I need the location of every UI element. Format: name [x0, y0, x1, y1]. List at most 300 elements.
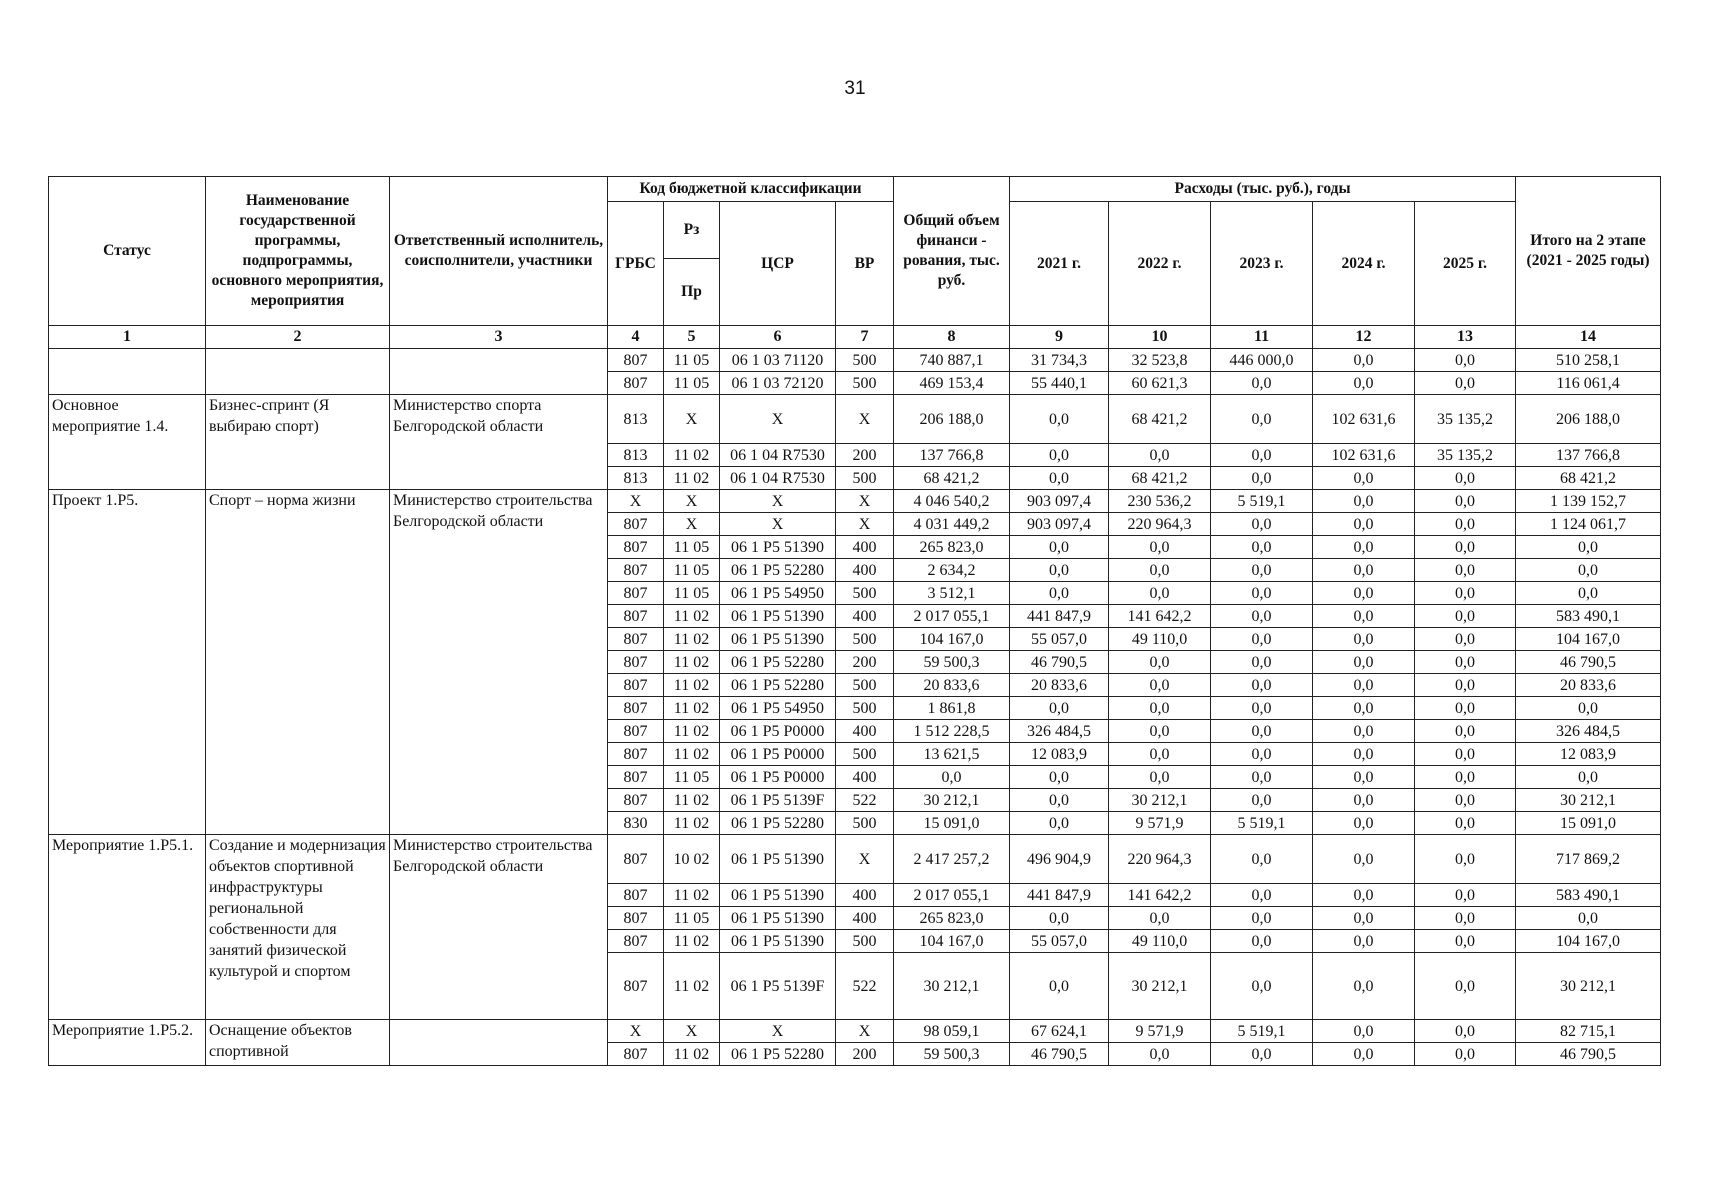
- table-cell: 0,0: [1109, 697, 1211, 720]
- header-csr: ЦСР: [720, 202, 836, 326]
- table-cell: 500: [836, 628, 894, 651]
- table-cell: 1 124 061,7: [1516, 513, 1661, 536]
- table-cell: 0,0: [1109, 674, 1211, 697]
- table-cell: 11 05: [664, 536, 720, 559]
- table-cell: 0,0: [1109, 559, 1211, 582]
- table-cell: 0,0: [1415, 582, 1516, 605]
- table-cell: 0,0: [1415, 720, 1516, 743]
- table-cell: 20 833,6: [894, 674, 1010, 697]
- column-numbers-row: [49, 326, 1661, 349]
- table-cell: 20 833,6: [1010, 674, 1109, 697]
- table-cell: 104 167,0: [1516, 628, 1661, 651]
- table-cell: 206 188,0: [1516, 395, 1661, 444]
- table-cell: Х: [720, 395, 836, 444]
- table-cell: 0,0: [1211, 651, 1313, 674]
- table-cell: 06 1 Р5 Р0000: [720, 743, 836, 766]
- table-cell: 0,0: [1211, 1043, 1313, 1066]
- row-name: Спорт – норма жизни: [206, 490, 390, 835]
- table-cell: 807: [608, 884, 664, 907]
- table-cell: 0,0: [1313, 835, 1415, 884]
- table-cell: 807: [608, 674, 664, 697]
- header-expenses: Расходы (тыс. руб.), годы: [1010, 177, 1516, 202]
- table-cell: Х: [720, 490, 836, 513]
- table-cell: 0,0: [1415, 953, 1516, 1020]
- table-cell: 807: [608, 536, 664, 559]
- table-cell: 0,0: [1516, 907, 1661, 930]
- header-status: Статус: [49, 177, 206, 326]
- row-status: Основное мероприятие 1.4.: [49, 395, 206, 490]
- table-cell: 06 1 Р5 5139F: [720, 953, 836, 1020]
- table-cell: 0,0: [1415, 467, 1516, 490]
- table-cell: 500: [836, 743, 894, 766]
- table-cell: 11 02: [664, 651, 720, 674]
- table-cell: Х: [836, 490, 894, 513]
- table-cell: 32 523,8: [1109, 349, 1211, 372]
- table-cell: 104 167,0: [894, 628, 1010, 651]
- table-cell: 11 05: [664, 349, 720, 372]
- table-row: [49, 395, 1661, 444]
- table-cell: 15 091,0: [894, 812, 1010, 835]
- table-cell: 2 017 055,1: [894, 884, 1010, 907]
- row-name: Создание и модернизация объектов спортивной инфраструктуры региональной собственности для занятий физической культурой и спортом: [206, 835, 390, 1020]
- table-cell: 0,0: [1211, 605, 1313, 628]
- table-cell: 446 000,0: [1211, 349, 1313, 372]
- table-row: [49, 835, 1661, 884]
- table-cell: 0,0: [1211, 697, 1313, 720]
- table-cell: 11 02: [664, 697, 720, 720]
- table-cell: 0,0: [1415, 1020, 1516, 1043]
- table-cell: 807: [608, 766, 664, 789]
- column-number: 6: [720, 326, 836, 349]
- table-cell: 11 02: [664, 953, 720, 1020]
- table-cell: 0,0: [1313, 628, 1415, 651]
- table-cell: 400: [836, 559, 894, 582]
- table-cell: 06 1 Р5 54950: [720, 697, 836, 720]
- table-cell: 11 02: [664, 674, 720, 697]
- table-cell: 0,0: [1313, 651, 1415, 674]
- table-cell: 06 1 04 R7530: [720, 467, 836, 490]
- table-cell: 807: [608, 697, 664, 720]
- table-cell: 0,0: [1313, 1020, 1415, 1043]
- table-cell: 0,0: [1313, 349, 1415, 372]
- row-name: Оснащение объектов спортивной: [206, 1020, 390, 1066]
- table-cell: 0,0: [1415, 1043, 1516, 1066]
- table-cell: 441 847,9: [1010, 884, 1109, 907]
- table-cell: 500: [836, 582, 894, 605]
- column-number: 1: [49, 326, 206, 349]
- table-cell: 55 440,1: [1010, 372, 1109, 395]
- header-year-2021: 2021 г.: [1010, 202, 1109, 326]
- row-responsible: [390, 1020, 608, 1066]
- header-stage-total: Итого на 2 этапе (2021 - 2025 годы): [1516, 177, 1661, 326]
- table-cell: 0,0: [1109, 766, 1211, 789]
- table-cell: 30 212,1: [1109, 953, 1211, 1020]
- table-cell: 400: [836, 907, 894, 930]
- table-cell: 807: [608, 582, 664, 605]
- table-cell: 06 1 Р5 51390: [720, 628, 836, 651]
- header-budget-code: Код бюджетной классификации: [608, 177, 894, 202]
- table-cell: 200: [836, 1043, 894, 1066]
- table-cell: 230 536,2: [1109, 490, 1211, 513]
- table-cell: 104 167,0: [1516, 930, 1661, 953]
- table-cell: 0,0: [1415, 697, 1516, 720]
- table-cell: 06 1 Р5 Р0000: [720, 720, 836, 743]
- table-cell: 11 05: [664, 582, 720, 605]
- table-cell: 0,0: [1010, 467, 1109, 490]
- table-cell: 06 1 Р5 51390: [720, 835, 836, 884]
- table-cell: 807: [608, 628, 664, 651]
- table-cell: 137 766,8: [1516, 444, 1661, 467]
- table-cell: 4 046 540,2: [894, 490, 1010, 513]
- table-cell: 0,0: [1313, 720, 1415, 743]
- table-cell: 0,0: [1010, 766, 1109, 789]
- table-cell: 0,0: [1313, 674, 1415, 697]
- table-cell: 740 887,1: [894, 349, 1010, 372]
- table-cell: 500: [836, 697, 894, 720]
- table-cell: 46 790,5: [1516, 651, 1661, 674]
- table-cell: 5 519,1: [1211, 1020, 1313, 1043]
- table-cell: 0,0: [1211, 582, 1313, 605]
- table-cell: 11 02: [664, 930, 720, 953]
- table-cell: 717 869,2: [1516, 835, 1661, 884]
- table-cell: 0,0: [1313, 372, 1415, 395]
- table-cell: 0,0: [1211, 789, 1313, 812]
- table-cell: 500: [836, 467, 894, 490]
- table-cell: 35 135,2: [1415, 444, 1516, 467]
- table-cell: 9 571,9: [1109, 812, 1211, 835]
- table-cell: 0,0: [1010, 536, 1109, 559]
- table-cell: 807: [608, 743, 664, 766]
- table-cell: 0,0: [1010, 582, 1109, 605]
- table-header: [49, 177, 1661, 349]
- table-cell: Х: [608, 1020, 664, 1043]
- table-cell: 326 484,5: [1516, 720, 1661, 743]
- table-cell: 0,0: [1010, 953, 1109, 1020]
- table-cell: 200: [836, 651, 894, 674]
- table-cell: 903 097,4: [1010, 490, 1109, 513]
- table-cell: Х: [664, 395, 720, 444]
- table-cell: 0,0: [1313, 1043, 1415, 1066]
- table-cell: 0,0: [1211, 743, 1313, 766]
- table-cell: 0,0: [1211, 444, 1313, 467]
- header-grbs: ГРБС: [608, 202, 664, 326]
- header-total-volume: Общий объем финанси - рования, тыс. руб.: [894, 177, 1010, 326]
- table-cell: 30 212,1: [1516, 953, 1661, 1020]
- table-cell: 35 135,2: [1415, 395, 1516, 444]
- table-cell: 102 631,6: [1313, 444, 1415, 467]
- table-cell: 0,0: [1109, 651, 1211, 674]
- table-cell: 06 1 Р5 51390: [720, 930, 836, 953]
- table-cell: 807: [608, 953, 664, 1020]
- budget-table: [48, 176, 1661, 1066]
- table-cell: 5 519,1: [1211, 812, 1313, 835]
- table-cell: 49 110,0: [1109, 930, 1211, 953]
- table-cell: 510 258,1: [1516, 349, 1661, 372]
- table-cell: 1 861,8: [894, 697, 1010, 720]
- table-cell: 496 904,9: [1010, 835, 1109, 884]
- table-cell: 0,0: [1313, 559, 1415, 582]
- row-status: [49, 349, 206, 395]
- table-cell: 11 05: [664, 907, 720, 930]
- column-number: 13: [1415, 326, 1516, 349]
- column-number: 11: [1211, 326, 1313, 349]
- table-cell: 0,0: [1211, 835, 1313, 884]
- row-responsible: Министерство строительства Белгородской области: [390, 490, 608, 835]
- table-cell: 0,0: [1415, 812, 1516, 835]
- table-cell: 500: [836, 349, 894, 372]
- table-cell: 0,0: [1109, 743, 1211, 766]
- table-cell: 807: [608, 907, 664, 930]
- table-cell: 0,0: [1313, 884, 1415, 907]
- table-cell: 116 061,4: [1516, 372, 1661, 395]
- table-cell: 06 1 Р5 51390: [720, 605, 836, 628]
- table-cell: 10 02: [664, 835, 720, 884]
- table-cell: 830: [608, 812, 664, 835]
- table-cell: 0,0: [1516, 697, 1661, 720]
- page-number: 31: [844, 78, 866, 99]
- column-number: 9: [1010, 326, 1109, 349]
- table-cell: 11 02: [664, 789, 720, 812]
- table-cell: 15 091,0: [1516, 812, 1661, 835]
- table-cell: 903 097,4: [1010, 513, 1109, 536]
- table-cell: 0,0: [1313, 930, 1415, 953]
- table-cell: 0,0: [1313, 513, 1415, 536]
- table-cell: 11 02: [664, 812, 720, 835]
- table-cell: 500: [836, 930, 894, 953]
- table-cell: 30 212,1: [894, 953, 1010, 1020]
- table-cell: Х: [664, 513, 720, 536]
- table-cell: Х: [664, 490, 720, 513]
- table-cell: 11 02: [664, 605, 720, 628]
- table-cell: 2 017 055,1: [894, 605, 1010, 628]
- table-cell: 326 484,5: [1010, 720, 1109, 743]
- table-cell: 807: [608, 349, 664, 372]
- table-cell: 46 790,5: [1010, 1043, 1109, 1066]
- header-responsible: Ответственный исполнитель, соисполнители, участники: [390, 177, 608, 326]
- table-cell: 0,0: [1415, 930, 1516, 953]
- header-year-2023: 2023 г.: [1211, 202, 1313, 326]
- table-cell: 30 212,1: [1109, 789, 1211, 812]
- table-cell: 0,0: [1010, 812, 1109, 835]
- table-cell: 0,0: [1109, 444, 1211, 467]
- table-cell: 0,0: [1415, 743, 1516, 766]
- table-cell: 0,0: [1415, 536, 1516, 559]
- table-cell: 11 02: [664, 720, 720, 743]
- table-cell: 0,0: [1010, 789, 1109, 812]
- table-cell: 807: [608, 513, 664, 536]
- table-cell: 265 823,0: [894, 536, 1010, 559]
- table-cell: 0,0: [1010, 559, 1109, 582]
- column-number: 12: [1313, 326, 1415, 349]
- table-cell: 4 031 449,2: [894, 513, 1010, 536]
- table-cell: 0,0: [1109, 536, 1211, 559]
- table-cell: 0,0: [1109, 907, 1211, 930]
- table-cell: 0,0: [1415, 628, 1516, 651]
- table-cell: 11 05: [664, 766, 720, 789]
- table-cell: 0,0: [1415, 907, 1516, 930]
- table-cell: 0,0: [1415, 835, 1516, 884]
- table-cell: 06 1 Р5 52280: [720, 559, 836, 582]
- table-cell: 807: [608, 720, 664, 743]
- table-row: [49, 1020, 1661, 1043]
- table-cell: 807: [608, 605, 664, 628]
- table-cell: 60 621,3: [1109, 372, 1211, 395]
- table-cell: Х: [836, 835, 894, 884]
- table-cell: 11 02: [664, 628, 720, 651]
- table-cell: 400: [836, 605, 894, 628]
- table-cell: 2 634,2: [894, 559, 1010, 582]
- header-vr: ВР: [836, 202, 894, 326]
- table-cell: 813: [608, 467, 664, 490]
- table-cell: 06 1 Р5 52280: [720, 651, 836, 674]
- table-cell: 220 964,3: [1109, 835, 1211, 884]
- table-cell: 441 847,9: [1010, 605, 1109, 628]
- table-cell: 0,0: [1415, 884, 1516, 907]
- table-cell: 0,0: [1415, 559, 1516, 582]
- table-cell: 0,0: [1313, 536, 1415, 559]
- table-cell: 0,0: [1211, 953, 1313, 1020]
- table-cell: 0,0: [894, 766, 1010, 789]
- header-name: Наименование государственной программы, подпрограммы, основного мероприятия, мероприятия: [206, 177, 390, 326]
- header-rz: Рз: [664, 202, 720, 259]
- table-cell: 68 421,2: [894, 467, 1010, 490]
- table-cell: 06 1 Р5 52280: [720, 1043, 836, 1066]
- table-cell: 0,0: [1516, 536, 1661, 559]
- table-cell: 1 512 228,5: [894, 720, 1010, 743]
- table-cell: 31 734,3: [1010, 349, 1109, 372]
- header-year-2022: 2022 г.: [1109, 202, 1211, 326]
- table-cell: 11 05: [664, 372, 720, 395]
- column-number: 10: [1109, 326, 1211, 349]
- row-status: Мероприятие 1.Р5.2.: [49, 1020, 206, 1066]
- table-cell: 06 1 Р5 5139F: [720, 789, 836, 812]
- table-cell: 137 766,8: [894, 444, 1010, 467]
- table-cell: 59 500,3: [894, 1043, 1010, 1066]
- table-cell: 0,0: [1415, 674, 1516, 697]
- row-responsible: Министерство строительства Белгородской области: [390, 835, 608, 1020]
- table-cell: 0,0: [1211, 720, 1313, 743]
- table-cell: 469 153,4: [894, 372, 1010, 395]
- header-year-2024: 2024 г.: [1313, 202, 1415, 326]
- column-number: 4: [608, 326, 664, 349]
- table-cell: 11 02: [664, 444, 720, 467]
- table-cell: 0,0: [1313, 582, 1415, 605]
- table-cell: Х: [720, 513, 836, 536]
- table-cell: 0,0: [1211, 559, 1313, 582]
- table-cell: 0,0: [1415, 490, 1516, 513]
- table-cell: 0,0: [1010, 395, 1109, 444]
- table-cell: 807: [608, 930, 664, 953]
- table-cell: 807: [608, 559, 664, 582]
- table-cell: 0,0: [1313, 467, 1415, 490]
- table-cell: 522: [836, 953, 894, 1020]
- table-cell: 0,0: [1415, 651, 1516, 674]
- table-cell: 400: [836, 536, 894, 559]
- table-cell: 141 642,2: [1109, 884, 1211, 907]
- table-cell: 0,0: [1313, 789, 1415, 812]
- table-cell: 0,0: [1211, 372, 1313, 395]
- table-cell: 0,0: [1211, 884, 1313, 907]
- table-cell: 0,0: [1211, 674, 1313, 697]
- table-cell: 46 790,5: [1516, 1043, 1661, 1066]
- table-cell: 0,0: [1211, 513, 1313, 536]
- table-cell: 68 421,2: [1516, 467, 1661, 490]
- table-cell: 67 624,1: [1010, 1020, 1109, 1043]
- table-cell: 0,0: [1109, 1043, 1211, 1066]
- table-cell: 59 500,3: [894, 651, 1010, 674]
- table-cell: 0,0: [1211, 536, 1313, 559]
- table-cell: Х: [608, 490, 664, 513]
- table-cell: 3 512,1: [894, 582, 1010, 605]
- table-cell: 807: [608, 789, 664, 812]
- table-cell: 82 715,1: [1516, 1020, 1661, 1043]
- table-cell: 0,0: [1211, 930, 1313, 953]
- table-cell: 06 1 03 72120: [720, 372, 836, 395]
- table-cell: 522: [836, 789, 894, 812]
- table-cell: 55 057,0: [1010, 930, 1109, 953]
- table-cell: 0,0: [1313, 907, 1415, 930]
- table-cell: 20 833,6: [1516, 674, 1661, 697]
- table-cell: 0,0: [1211, 467, 1313, 490]
- table-cell: 46 790,5: [1010, 651, 1109, 674]
- row-name: [206, 349, 390, 395]
- table-cell: 0,0: [1010, 697, 1109, 720]
- table-cell: 200: [836, 444, 894, 467]
- table-cell: 104 167,0: [894, 930, 1010, 953]
- table-cell: 11 02: [664, 467, 720, 490]
- table-cell: 30 212,1: [1516, 789, 1661, 812]
- table-cell: 0,0: [1415, 766, 1516, 789]
- table-cell: 30 212,1: [894, 789, 1010, 812]
- table-cell: 0,0: [1313, 812, 1415, 835]
- row-status: Проект 1.Р5.: [49, 490, 206, 835]
- column-number: 5: [664, 326, 720, 349]
- table-cell: 0,0: [1313, 697, 1415, 720]
- table-cell: 06 1 Р5 Р0000: [720, 766, 836, 789]
- table-cell: 98 059,1: [894, 1020, 1010, 1043]
- table-cell: 06 1 Р5 51390: [720, 884, 836, 907]
- table-cell: 400: [836, 766, 894, 789]
- table-cell: 0,0: [1415, 605, 1516, 628]
- table-cell: 9 571,9: [1109, 1020, 1211, 1043]
- table-cell: 0,0: [1211, 766, 1313, 789]
- column-number: 8: [894, 326, 1010, 349]
- table-cell: 68 421,2: [1109, 395, 1211, 444]
- table-cell: 0,0: [1109, 582, 1211, 605]
- table-cell: 11 05: [664, 559, 720, 582]
- table-cell: 813: [608, 395, 664, 444]
- table-cell: 206 188,0: [894, 395, 1010, 444]
- table-cell: Х: [836, 1020, 894, 1043]
- table-cell: 12 083,9: [1516, 743, 1661, 766]
- header-pr: Пр: [664, 259, 720, 326]
- table-cell: 400: [836, 720, 894, 743]
- table-cell: 0,0: [1516, 582, 1661, 605]
- table-cell: 807: [608, 651, 664, 674]
- table-cell: 807: [608, 1043, 664, 1066]
- table-cell: 11 02: [664, 1043, 720, 1066]
- table-cell: 0,0: [1109, 720, 1211, 743]
- table-row: [49, 490, 1661, 513]
- table-cell: 0,0: [1313, 743, 1415, 766]
- row-status: Мероприятие 1.Р5.1.: [49, 835, 206, 1020]
- table-cell: 1 139 152,7: [1516, 490, 1661, 513]
- table-cell: 06 1 Р5 52280: [720, 812, 836, 835]
- table-cell: 13 621,5: [894, 743, 1010, 766]
- table-cell: 0,0: [1415, 349, 1516, 372]
- row-responsible: Министерство спорта Белгородской области: [390, 395, 608, 490]
- table-cell: 0,0: [1516, 559, 1661, 582]
